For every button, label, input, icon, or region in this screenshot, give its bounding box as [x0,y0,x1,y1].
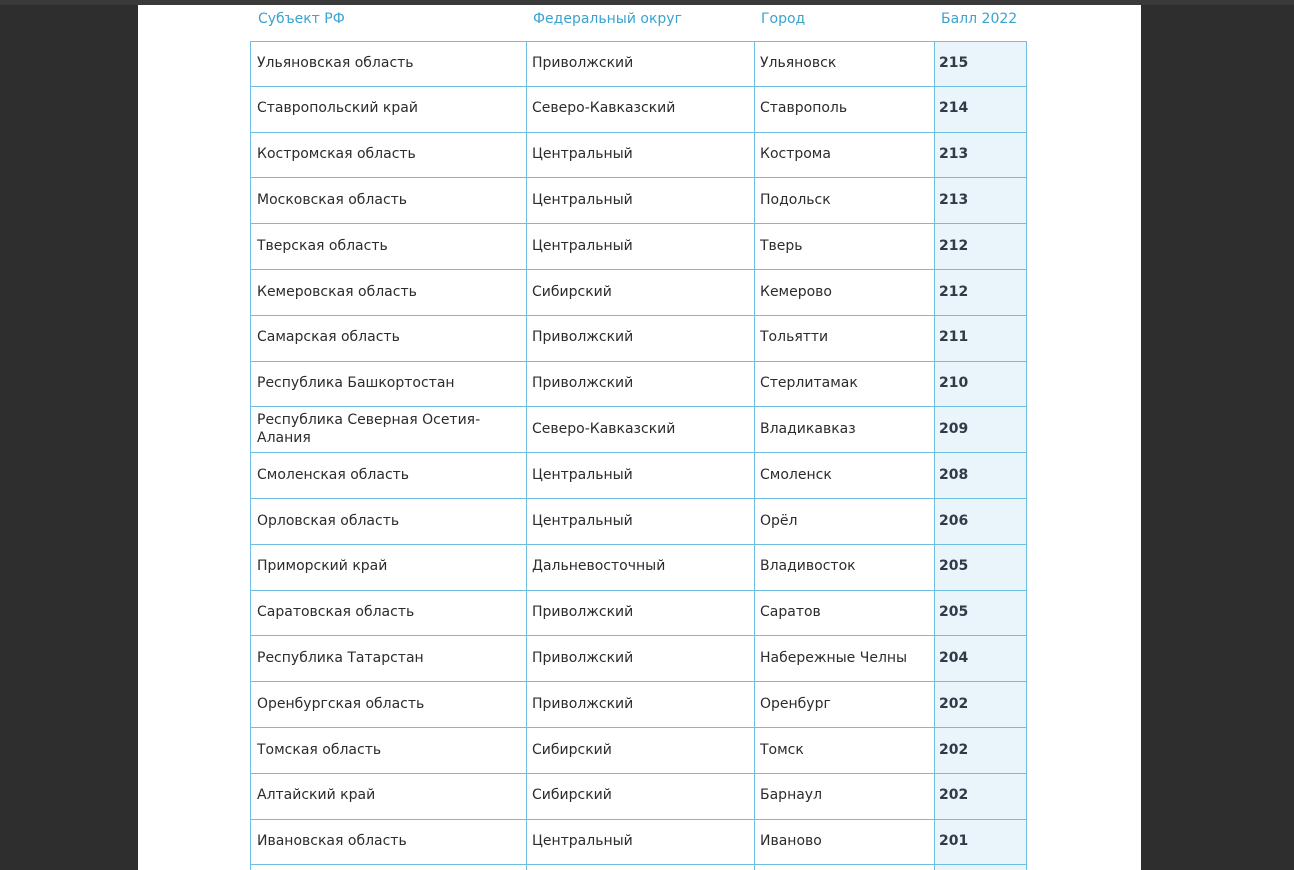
cell-region: Московская область [257,192,408,209]
cell-city: Барнаул [760,787,823,804]
cell-region: Алтайский край [257,787,376,804]
cell-city: Владикавказ [760,421,856,438]
cell-city: Тольятти [760,329,829,346]
cell-city: Ставрополь [760,100,848,117]
document-page [138,5,1141,870]
cell-region: Республика Татарстан [257,650,424,666]
cell-region: Ульяновская область [257,54,414,71]
table-row [250,591,1027,637]
header-district: Федеральный округ [533,11,682,27]
table-row [250,545,1027,591]
cell-region: Самарская область [257,329,400,346]
cell-district: Центральный [532,466,633,483]
cell-district: Приволжский [532,329,634,346]
cell-district: Сибирский [532,741,612,758]
table-row [250,499,1027,545]
cell-district: Сибирский [532,283,612,300]
cell-score: 205 [939,558,969,575]
table-row [250,407,1027,453]
cell-region: Ивановская область [257,833,407,850]
table-row [250,270,1027,316]
table-row [250,87,1027,133]
cell-score: 210 [939,375,969,392]
cell-region: Оренбургская область [257,695,425,712]
cell-district: Центральный [532,833,633,850]
cell-district: Приволжский [532,375,634,392]
cell-city: Набережные Челны [760,650,908,666]
cell-district: Северо-Кавказский [532,421,676,438]
cell-score: 213 [939,146,969,163]
table-row [250,453,1027,499]
table-row [250,133,1027,179]
header-score: Балл 2022 [941,11,1018,27]
cell-score: 213 [939,192,969,209]
cell-region: Томская область [257,741,382,758]
cell-score: 204 [939,650,969,666]
cell-region: Смоленская область [257,466,410,483]
cell-city: Стерлитамак [760,375,858,392]
cell-region: Саратовская область [257,604,415,621]
cell-district: Приволжский [532,650,634,666]
cell-city: Смоленск [760,466,832,483]
table-row [250,41,1027,87]
table-row [250,774,1027,820]
cell-score: 202 [939,787,969,804]
header-region: Субъект РФ [258,11,345,27]
cell-score: 205 [939,604,969,621]
cell-region: Орловская область [257,512,400,529]
cell-city: Иваново [760,833,822,850]
cell-score: 214 [939,100,969,117]
cell-district: Дальневосточный [532,558,666,575]
header-city: Город [761,11,806,27]
cell-district: Центральный [532,146,633,163]
cell-score: 212 [939,283,969,300]
cell-region: Республика Северная Осетия-Алания [257,412,481,446]
cell-city: Кемерово [760,283,832,300]
cell-region: Республика Башкортостан [257,375,455,392]
cell-score: 209 [939,421,969,438]
cell-region: Приморский край [257,558,388,575]
cell-score: 211 [939,329,969,346]
table-row [250,682,1027,728]
cell-score: 208 [939,466,969,483]
cell-region: Кемеровская область [257,283,417,300]
cell-district: Центральный [532,512,633,529]
table-row [250,178,1027,224]
cell-district: Центральный [532,237,633,254]
table-row [250,820,1027,866]
cell-district: Сибирский [532,787,612,804]
cell-city: Ульяновск [760,54,837,71]
cell-district: Приволжский [532,695,634,712]
cell-district: Приволжский [532,54,634,71]
cell-district: Северо-Кавказский [532,100,676,117]
cell-score: 202 [939,741,969,758]
cell-region: Тверская область [257,237,388,254]
table-row [250,224,1027,270]
cell-city: Кострома [760,146,831,163]
cell-region: Костромская область [257,146,416,163]
cell-city: Томск [760,741,804,758]
table-row [250,636,1027,682]
cell-score: 212 [939,237,969,254]
table-row [250,362,1027,408]
cell-score: 201 [939,833,969,850]
cell-city: Тверь [760,237,803,254]
cell-city: Саратов [760,604,821,621]
table-row [250,728,1027,774]
cell-district: Приволжский [532,604,634,621]
cell-city: Орёл [760,512,798,529]
cell-city: Оренбург [760,695,831,712]
cell-score: 215 [939,54,969,71]
cell-city: Владивосток [760,558,856,575]
cell-district: Центральный [532,192,633,209]
table-row [250,316,1027,362]
ranking-table [250,41,1027,865]
cell-region: Ставропольский край [257,100,418,117]
cell-score: 202 [939,695,969,712]
cell-score: 206 [939,512,969,529]
cell-city: Подольск [760,192,831,209]
